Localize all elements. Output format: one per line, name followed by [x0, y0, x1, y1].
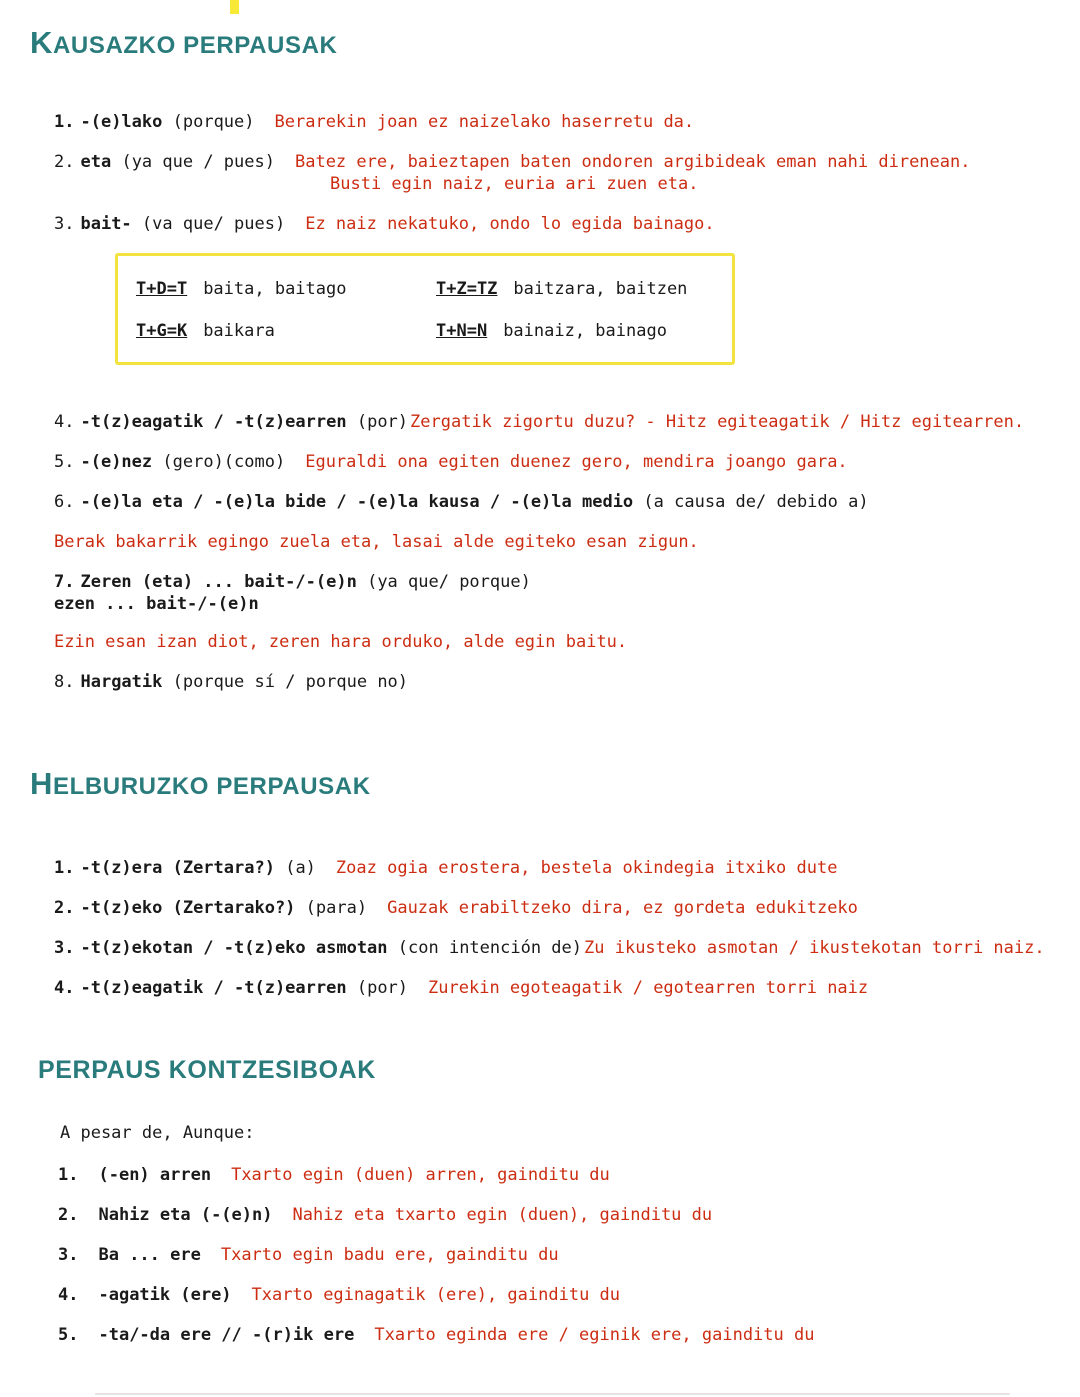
yellow-mark [230, 0, 239, 14]
item-translation: (a) [285, 857, 316, 878]
item-example: Nahiz eta txarto egin (duen), gainditu du [292, 1205, 713, 1226]
item-translation: (por) [356, 977, 409, 998]
heading-rest: ELBURUZKO PERPAUSAK [53, 773, 371, 801]
item-number: 2. [54, 897, 75, 918]
page-edge-line [95, 1393, 1010, 1395]
list-item-6 [30, 491, 1062, 513]
item-number: 1. [58, 1165, 79, 1186]
item-example: Txarto egin (duen) arren, gainditu du [231, 1165, 610, 1186]
item-connector: ezen ... bait-/-(e)n [54, 594, 259, 615]
item-connector: Zeren (eta) ... bait-/-(e)n [80, 572, 357, 593]
list-item-3 [30, 937, 1062, 959]
item-number: 5. [58, 1325, 79, 1346]
section-helburuzko [30, 765, 1062, 998]
item-number: 2. [54, 152, 75, 173]
list-item-1 [30, 857, 1062, 879]
section-heading-helburuzko [30, 765, 1062, 802]
item-number: 7. [54, 572, 75, 593]
rule-code: T+N=N [436, 321, 488, 342]
item-connector: -t(z)ekotan / -t(z)eko asmotan [80, 937, 388, 958]
rule-forms: bainaiz, bainago [503, 321, 667, 342]
list-item-5 [30, 451, 1062, 473]
item-connector: Nahiz eta (-(e)n) [98, 1205, 273, 1226]
list-item-4 [30, 1284, 1062, 1306]
item-translation: (gero)(como) [162, 452, 286, 473]
item-translation: (por) [356, 412, 409, 433]
item-number: 8. [54, 672, 75, 693]
item-connector: -(e)nez [80, 452, 153, 473]
list-item-2 [30, 151, 1062, 173]
item-connector: bait- [80, 214, 132, 235]
item-connector: -agatik (ere) [98, 1285, 232, 1306]
item-connector: -t(z)eko (Zertarako?) [80, 897, 296, 918]
list-item-4 [30, 411, 1062, 433]
rule-forms: baikara [203, 321, 275, 342]
item-connector: eta [80, 152, 112, 173]
item-number: 3. [58, 1245, 79, 1266]
heading-text: PERPAUS KONTZESIBOAK [38, 1055, 376, 1084]
list-item-5 [30, 1324, 1062, 1346]
item-connector: -(e)la eta / -(e)la bide / -(e)la kausa / -(e)la medio [80, 492, 634, 513]
list-item-7-example [30, 631, 1062, 653]
rule-item-3 [136, 320, 436, 342]
item-connector: (-en) arren [98, 1165, 212, 1186]
list-item-1 [30, 111, 1062, 133]
item-example: Ezin esan izan diot, zeren hara orduko, alde egin baitu. [54, 632, 628, 653]
list-item-7-connector-2 [30, 593, 1062, 615]
item-example: Zurekin egoteagatik / egotearren torri naiz [428, 977, 869, 998]
item-translation: (para) [305, 897, 368, 918]
item-translation: (ya que/ porque) [367, 572, 531, 593]
item-number: 1. [54, 857, 75, 878]
section-heading-kausazko [30, 24, 1062, 61]
section-kausazko [30, 24, 1062, 693]
item-number: 4. [54, 977, 75, 998]
list-item-7 [30, 571, 1062, 593]
section-heading-kontzesiboak [38, 1057, 1062, 1085]
heading-rest: AUSAZKO PERPAUSAK [53, 32, 338, 59]
item-connector: -(e)lako [80, 112, 163, 133]
item-example: Txarto eginda ere / eginik ere, gainditu du [374, 1325, 815, 1346]
rule-forms: baita, baitago [203, 279, 347, 300]
section-kontzesiboak [30, 1057, 1062, 1347]
list-item-2 [30, 1204, 1062, 1226]
item-translation: (a causa de/ debido a) [643, 492, 869, 513]
item-translation: (porque sí / porque no) [172, 672, 409, 693]
rule-item-2 [436, 278, 714, 300]
item-translation: (con intención de) [397, 937, 583, 958]
rule-code: T+D=T [136, 279, 188, 300]
rule-code: T+Z=TZ [436, 279, 498, 300]
item-number: 5. [54, 452, 75, 473]
item-number: 6. [54, 492, 75, 513]
item-number: 3. [54, 937, 75, 958]
list-item-6-example [30, 531, 1062, 553]
item-connector: -t(z)era (Zertara?) [80, 857, 275, 878]
item-number: 2. [58, 1205, 79, 1226]
item-example: Txarto egin badu ere, gainditu du [220, 1245, 559, 1266]
item-connector: -t(z)eagatik / -t(z)earren [80, 977, 347, 998]
item-translation: (va que/ pues) [141, 214, 286, 235]
item-connector: Ba ... ere [98, 1245, 201, 1266]
item-connector: Hargatik [80, 672, 163, 693]
item-connector: -t(z)eagatik / -t(z)earren [80, 412, 347, 433]
bait-rules-box [115, 253, 735, 365]
item-example: Batez ere, baieztapen baten ondoren argibideak eman nahi direnean. [294, 152, 971, 173]
item-translation: (ya que / pues) [121, 152, 275, 173]
list-item-1 [30, 1164, 1062, 1186]
item-example: Zu ikusteko asmotan / ikustekotan torri naiz. [584, 937, 1045, 958]
item-example: Berarekin joan ez naizelako haserretu da. [274, 112, 695, 133]
item-example: Zoaz ogia erostera, bestela okindegia itxiko dute [335, 857, 838, 878]
rule-item-4 [436, 320, 714, 342]
rule-forms: baitzara, baitzen [513, 279, 688, 300]
item-translation: (porque) [172, 112, 255, 133]
item-number: 4. [58, 1285, 79, 1306]
heading-initial: K [30, 25, 53, 60]
list-item-3 [30, 1244, 1062, 1266]
rule-code: T+G=K [136, 321, 188, 342]
item-example: Gauzak erabiltzeko dira, ez gordeta edukitzeko [387, 897, 858, 918]
item-example: Eguraldi ona egiten duenez gero, mendira joango gara. [305, 452, 848, 473]
list-item-2-example-cont: Busti egin naiz, euria ari zuen eta. [330, 174, 699, 195]
item-example: Ez naiz nekatuko, ondo lo egida bainago. [305, 214, 715, 235]
item-number: 1. [54, 112, 75, 133]
list-item-4 [30, 977, 1062, 999]
list-item-8 [30, 671, 1062, 693]
heading-initial: H [30, 766, 53, 802]
item-example: Berak bakarrik egingo zuela eta, lasai alde egiteko esan zigun. [54, 532, 699, 553]
item-number: 4. [54, 412, 75, 433]
rule-item-1 [136, 278, 436, 300]
section-intro: A pesar de, Aunque: [60, 1123, 255, 1144]
list-item-2 [30, 897, 1062, 919]
item-number: 3. [54, 214, 75, 235]
list-item-3 [30, 213, 1062, 235]
item-example: Zergatik zigortu duzu? - Hitz egiteagatik / Hitz egitearren. [410, 412, 1025, 433]
item-example: Txarto eginagatik (ere), gainditu du [251, 1285, 621, 1306]
item-connector: -ta/-da ere // -(r)ik ere [98, 1325, 355, 1346]
